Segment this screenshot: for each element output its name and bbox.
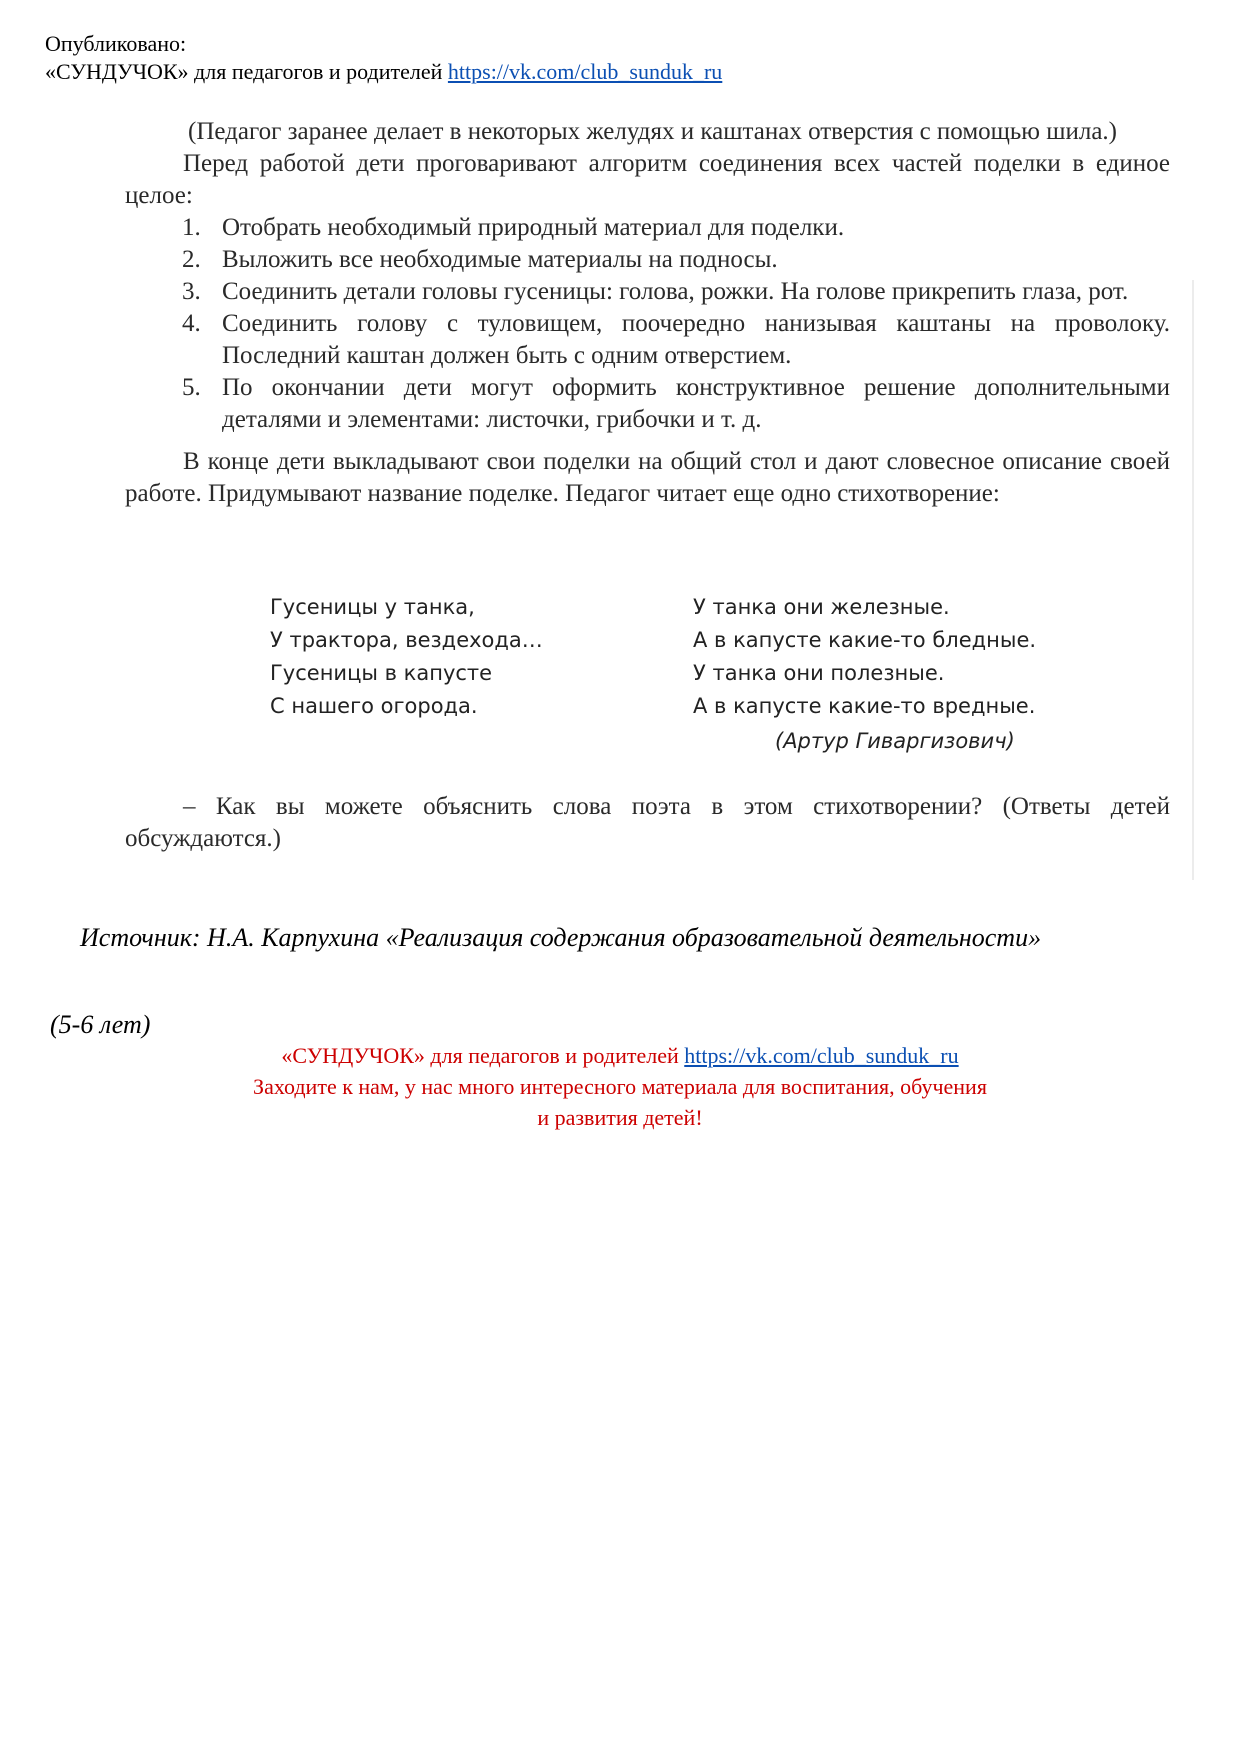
scan-edge-divider — [1192, 280, 1194, 880]
algorithm-steps — [125, 212, 1170, 436]
header-vk-link[interactable]: https://vk.com/club_sunduk_ru — [447, 59, 723, 84]
step-number: 3. — [182, 278, 201, 305]
footer-invite-line: Заходите к нам, у нас много интересного материала для воспитания, обучения — [253, 1074, 987, 1099]
step-number: 2. — [182, 246, 201, 273]
list-item — [125, 308, 1170, 372]
header-group-line — [45, 58, 945, 86]
poem-column-right — [693, 591, 1036, 723]
discussion-question: – Как вы можете объяснить слова поэта в этом стихотворении? (Ответы детей обсуждаются.) — [125, 793, 1170, 852]
step-text: По окончании дети могут оформить конструктивное решение дополнительными деталями и элементами: листочки, грибочки и т. д. — [222, 374, 1170, 433]
poem-line: Гусеницы в капусте — [270, 661, 493, 685]
footer-invite-line: и развития детей! — [537, 1105, 703, 1130]
header-group-name: «СУНДУЧОК» для педагогов и родителей — [45, 59, 443, 84]
step-number: 5. — [182, 374, 201, 401]
source-citation: Источник: Н.А. Карпухина «Реализация содержания образовательной деятельности» — [80, 923, 1042, 952]
intro-paragraph: Перед работой дети проговаривают алгоритм соединения всех частей поделки в единое целое: — [125, 150, 1170, 209]
publication-header — [45, 30, 945, 86]
lesson-text — [125, 116, 1170, 510]
poem-line: Гусеницы у танка, — [270, 595, 475, 619]
footer-group-line — [0, 1040, 1240, 1071]
poem-line: А в капусте какие-то вредные. — [693, 694, 1036, 718]
footer-vk-link[interactable]: https://vk.com/club_sunduk_ru — [684, 1043, 959, 1068]
poem-author: (Артур Гиваргизович) — [775, 729, 1015, 753]
list-item — [125, 372, 1170, 436]
footer — [0, 1040, 1240, 1133]
poem-line: У трактора, вездехода… — [270, 628, 543, 652]
age-group: (5-6 лет) — [50, 1010, 151, 1039]
list-item — [125, 244, 1170, 276]
poem-line: А в капусте какие-то бледные. — [693, 628, 1037, 652]
poem-line: С нашего огорода. — [270, 694, 478, 718]
poem-line: У танка они железные. — [693, 595, 950, 619]
step-text: Соединить голову с туловищем, поочередно нанизывая каштаны на проволоку. Последний каштан должен быть с одним отверстием. — [222, 310, 1170, 369]
list-item — [125, 276, 1170, 308]
teacher-note: (Педагог заранее делает в некоторых желудях и каштанах отверстия с помощью шила.) — [188, 118, 1117, 145]
step-text: Выложить все необходимые материалы на подносы. — [222, 246, 778, 273]
poem-column-left — [270, 591, 543, 723]
footer-group-name: «СУНДУЧОК» для педагогов и родителей — [281, 1043, 679, 1068]
step-number: 4. — [182, 310, 201, 337]
conclusion-paragraph: В конце дети выкладывают свои поделки на общий стол и дают словесное описание своей работе. Придумывают название поделке. Педагог читает еще одно стихотворение: — [125, 448, 1170, 507]
step-text: Соединить детали головы гусеницы: голова, рожки. На голове прикрепить глаза, рот. — [222, 278, 1129, 305]
step-text: Отобрать необходимый природный материал для поделки. — [222, 214, 845, 241]
poem-line: У танка они полезные. — [693, 661, 945, 685]
published-label: Опубликовано: — [45, 31, 187, 56]
step-number: 1. — [182, 214, 201, 241]
list-item — [125, 212, 1170, 244]
